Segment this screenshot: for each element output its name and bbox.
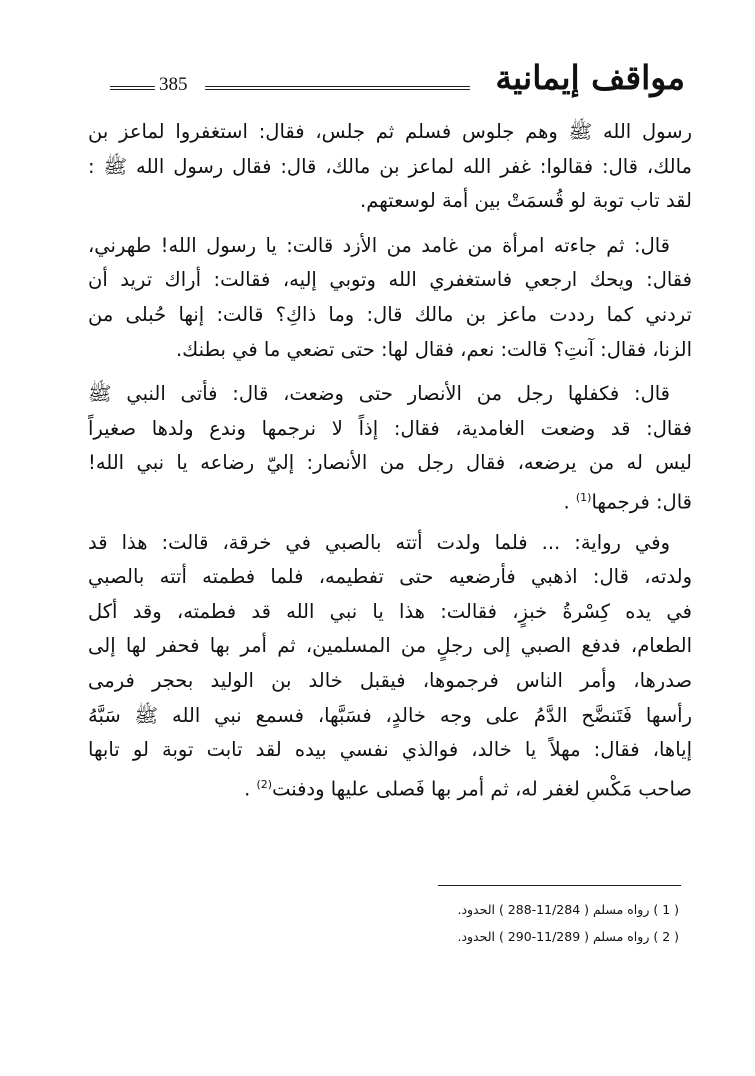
footnote: ( 2 ) رواه مسلم ( 11/289-290 ) الحدود. (457, 929, 679, 944)
footnote-ref: (1) (575, 490, 592, 504)
text-line: فقال: ويحك ارجعي فاستغفري الله وتوبي إليه، فقالت: أراك تريد أن (88, 268, 692, 292)
text-line-content: صاحب مَكْسٍ لغفر له، ثم أمر بها فَصلى عليها ودفنت (272, 777, 692, 801)
text-line: ولدته، قال: اذهبي فأرضعيه حتى تفطيمه، فلما فطمته أتته بالصبي (88, 565, 692, 589)
text-line: لقد تاب توبة لو قُسمَتْ بين أمة لوسعتهم. (360, 189, 692, 213)
footnotes (279, 896, 679, 950)
text-line-content: قال: فرجمها (591, 490, 692, 514)
text-line: إياها، فقال: مهلاً يا خالد، فوالذي نفسي بيده لقد تابت توبة لو تابها (88, 738, 692, 762)
header-rule-left (110, 86, 155, 90)
text-line: وفي رواية: ... فلما ولدت أتته بالصبي في خرقة، قالت: هذا قد (88, 530, 670, 554)
text-line: رأسها فَتَنضَّح الدَّمُ على وجه خالدٍ، فسَبَّها، فسمع نبي الله ﷺ سَبَّهُ (88, 703, 692, 727)
text-line: الطعام، فدفع الصبي إلى رجلٍ من المسلمين، ثم أمر بها فحفر لها إلى (88, 634, 692, 658)
header-rule-right (205, 86, 470, 90)
footnote-separator (438, 885, 681, 886)
text-line: صدرها، وأمر الناس فرجموها، فيقبل خالد بن الوليد بحجر فرمى (88, 668, 692, 692)
page-header (95, 58, 685, 114)
body-text (88, 115, 692, 802)
text-line: صاحب مَكْسٍ لغفر له، ثم أمر بها فَصلى عليها ودفنت$^{(2)}$ . (244, 777, 692, 801)
text-line: في يده كِسْرةُ خبزٍ، فقالت: هذا يا نبي الله قد فطمته، وقد أكل (88, 599, 692, 623)
footnote-ref: (2) (256, 777, 273, 791)
running-title: مواقف إيمانية (495, 58, 685, 97)
page-number: 385 (159, 74, 188, 95)
text-line: فقال: قد وضعت الغامدية، فقال: إذاً لا نرجمها وندع ولدها صغيراً (88, 416, 692, 440)
text-line: رسول الله ﷺ وهم جلوس فسلم ثم جلس، فقال: استغفروا لماعز بن (88, 120, 692, 143)
text-line: تردني كما رددت ماعز بن مالك قال: وما ذاكِ؟ قالت: إنها حُبلى من (88, 302, 692, 326)
text-line: قال: ثم جاءته امرأة من غامد من الأزد قالت: يا رسول الله! طهرني، (88, 233, 670, 257)
text-line: ليس له من يرضعه، فقال رجل من الأنصار: إليّ رضاعه يا نبي الله! (88, 451, 692, 475)
text-line: مالك، قال: فقالوا: غفر الله لماعز بن مالك، قال: فقال رسول الله ﷺ : (88, 154, 692, 178)
text-line: قال: فرجمها$^{(1)}$ . (563, 490, 692, 514)
footnote: ( 1 ) رواه مسلم ( 11/284-288 ) الحدود. (457, 902, 679, 917)
text-line: قال: فكفلها رجل من الأنصار حتى وضعت، قال: فأتى النبي ﷺ (88, 382, 670, 406)
text-line: الزنا، فقال: آنتِ؟ قالت: نعم، فقال لها: حتى تضعي ما في بطنك. (175, 337, 692, 361)
